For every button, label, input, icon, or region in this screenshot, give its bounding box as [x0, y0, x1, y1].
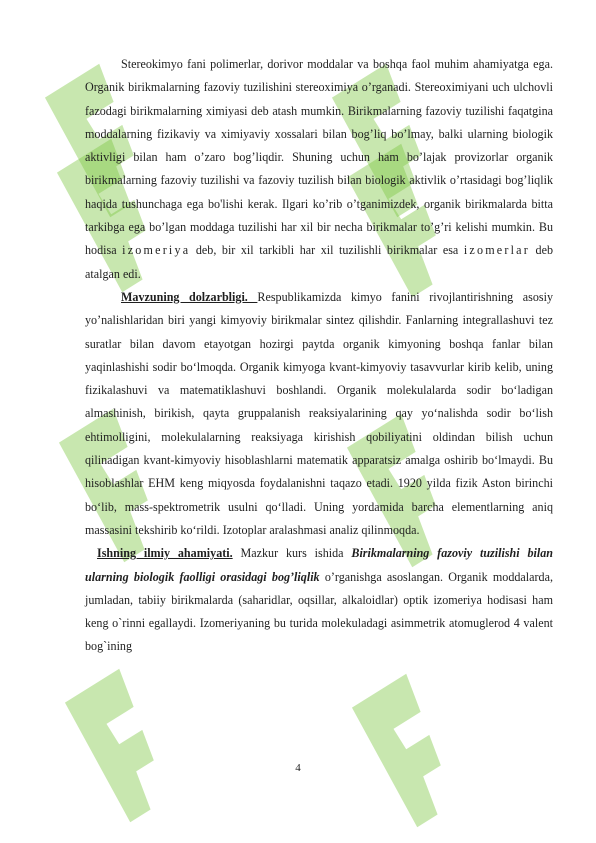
research-topic: Birikmalarning fazoviy tuzilishi bilan ularning biologik faolligi orasidagi bog’liqlik	[85, 546, 554, 584]
relevance-paragraph	[85, 286, 553, 542]
term-isomeria: izomeriya	[122, 243, 191, 258]
significance-heading: Ishning ilmiy ahamiyati.	[97, 546, 233, 561]
intro-text-3: deb atalgan edi.	[85, 243, 553, 281]
significance-text-1: Mazkur kurs ishida	[232, 546, 352, 561]
document-body	[85, 53, 553, 659]
term-isomers: izomerlar	[463, 243, 530, 258]
intro-paragraph	[85, 53, 553, 286]
watermark-icon	[43, 647, 209, 834]
significance-paragraph	[85, 542, 553, 658]
relevance-heading: Mavzuning dolzarbligi.	[121, 289, 258, 304]
significance-text-2: o’rganishga asoslangan. Organik moddalarda, jumladan, tabiiy birikmalarda (saharidlar, oqsillar, alkaloidlar) optik izomeriya hodisasi ham keng o`rinni egallaydi. Izomeriyaning bu turida molekuladagi asimmetrik atomuglerod 4 valent bog`ining	[85, 569, 553, 654]
intro-text-2: deb, bir xil tarkibli har xil tuzilishli birikmalar esa	[190, 243, 464, 258]
relevance-text: Respublikamizda kimyo fanini rivojlantirishning asosiy yo’nalishlaridan biri yangi kimyoviy birikmalar sintez qilishdir. Fanlarning integrallashuvi tez suratlar bilan davom etayotgan hozirgi paytda organik kimyoning boshqa fanlar bilan yaqinlashishi sodir bo‘lmoqda. Organik kimyoga kvant-kimyoviy tasavvurlar kirib kelib, uning fizikalashuvi va matematiklashuvi boshlandi. Organik molekulalarda sodir bo‘ladigan almashinish, birikish, qayta gruppalanish reaksiyalarining qay yo‘nalishda sodir bo‘lish ehtimolligini, molekulalarning reaksiyaga kirishish qobiliyatini oldindan bilish uchun qilinadigan kvant-kimyoviy hisoblashlarni matematik apparatsiz amalga oshirib bo‘lmaydi. Bu hisoblashlar EHM keng miqyosda foydalanishni taqazo etadi. 1920 yilda fizik Aston birinchi bo‘lib, mass-spektrometrik usulni qo‘lladi. Uning yordamida barcha elementlarning aniq massasini tekshirib ko‘rildi. Izotoplar aralashmasi analiz qilinmoqda.	[85, 289, 553, 537]
page-number: 4	[295, 762, 301, 774]
intro-text-1: Stereokimyo fani polimerlar, dorivor moddalar va boshqa faol muhim ahamiyatga ega. Organik birikmalarning fazoviy tuzilishini stereoximiya o’rganadi. Stereoximiyani uch ulchovli fazodagi birikmalarning ximiyasi deb atash mumkin. Birikmalarning fazoviy tuzilishi faqatgina moddalarning fizikaviy va ximiyaviy xossalari bilan bog’liq bo’lmay, balki ularning biologik aktivligi bilan ham o’zaro bog’liqdir. Shuning uchun ham bo’lajak provizorlar organik birikmalarning fazoviy tuzilishi va fazoviy tuzilish bilan biologik aktivlik o’rtasidagi bog’liqlik haqida tushunchaga ega bo'lishi kerak. Ilgari ko’rib o’tganimizdek, organik birikmalarda bitta tarkibga ega bo’lgan moddaga tuzilishi har xil bir necha birikmalar to’g’ri kelishi mumkin. Bu hodisa	[85, 57, 553, 258]
watermark-icon	[330, 652, 496, 839]
